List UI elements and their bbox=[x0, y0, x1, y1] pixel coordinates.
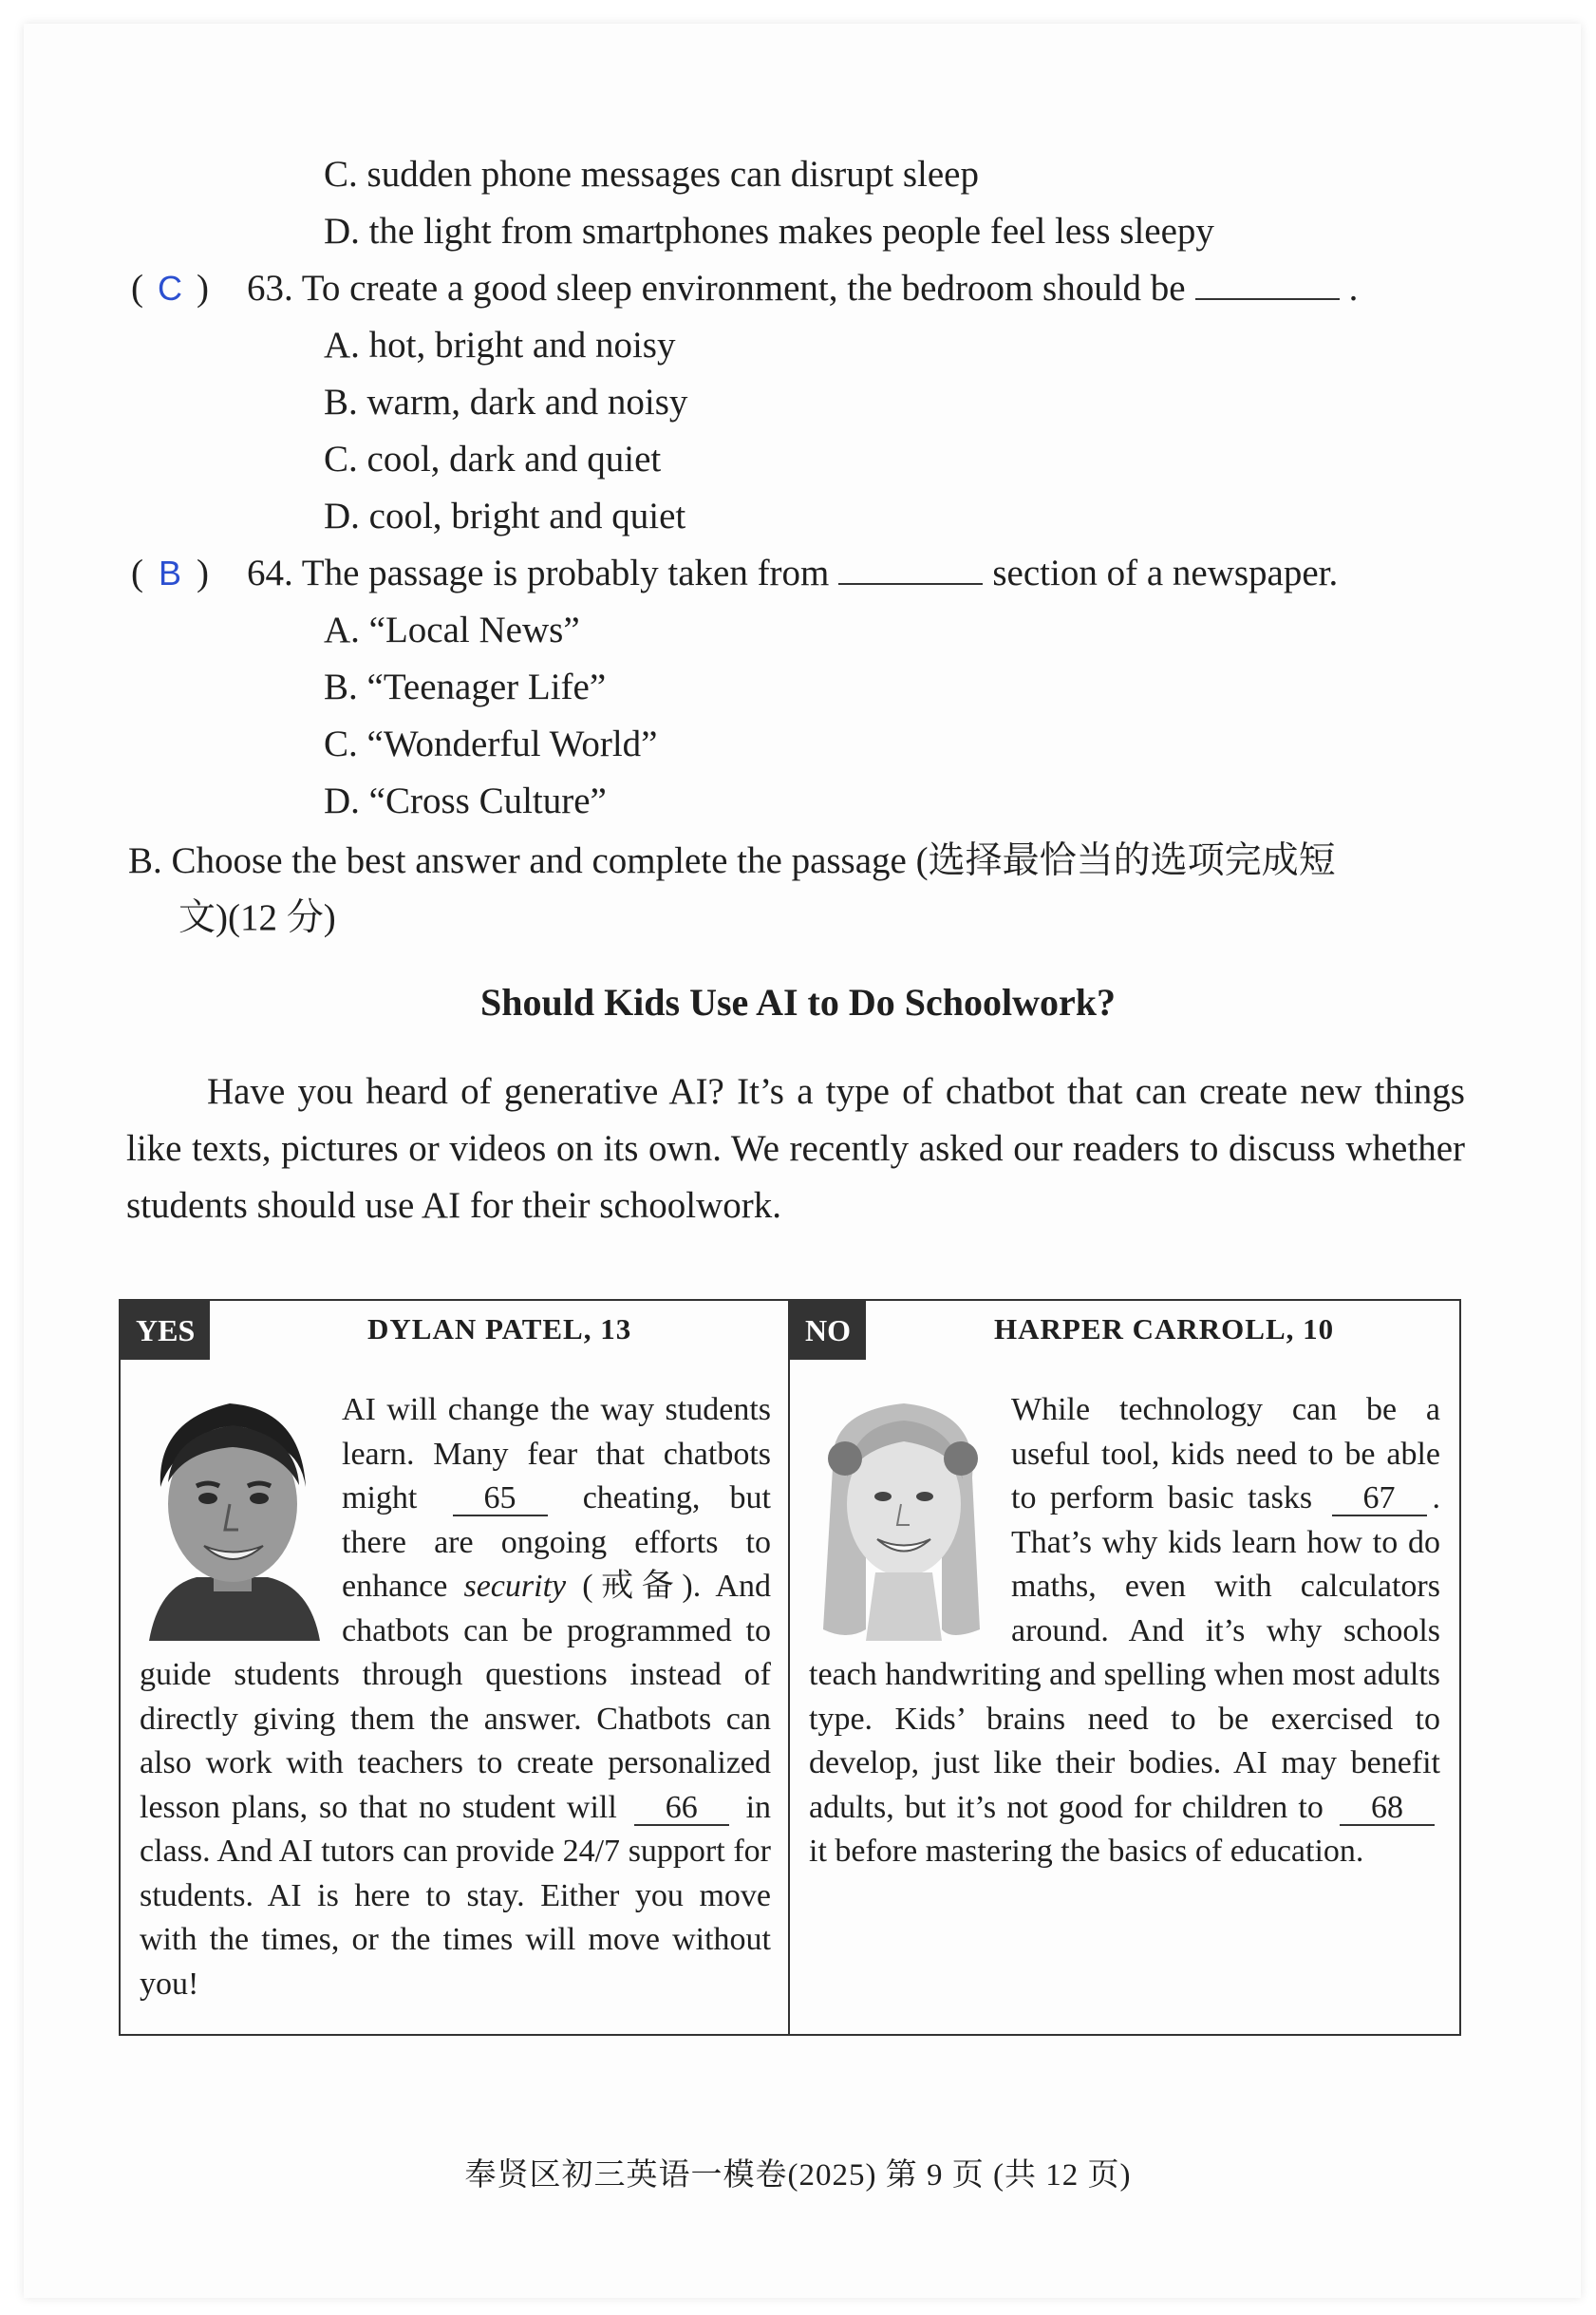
answer-open-paren: ( bbox=[131, 268, 143, 309]
boy-portrait-photo bbox=[140, 1392, 325, 1641]
word-security: security bbox=[463, 1569, 567, 1604]
no-text-part3: it before mastering the basics of education. bbox=[809, 1834, 1364, 1869]
question-63 bbox=[131, 268, 1358, 310]
blank-66: 66 bbox=[634, 1792, 729, 1826]
question-64-stem: 64. The passage is probably taken from bbox=[247, 553, 830, 593]
yes-text bbox=[140, 1388, 771, 2006]
blank-68: 68 bbox=[1340, 1792, 1435, 1826]
answer-blank bbox=[1195, 270, 1340, 300]
option-64c: C. “Wonderful World” bbox=[324, 724, 658, 764]
answer-close-paren: ) bbox=[197, 553, 209, 593]
yes-column bbox=[121, 1301, 790, 2034]
girl-portrait-photo bbox=[809, 1392, 994, 1641]
word-gloss: (戒备) bbox=[582, 1569, 693, 1604]
section-b-instruction-cont: 文)(12 分) bbox=[178, 897, 336, 938]
option-63b: B. warm, dark and noisy bbox=[324, 382, 688, 423]
question-64 bbox=[131, 553, 1338, 594]
page-footer: 奉贤区初三英语一模卷(2025) 第 9 页 (共 12 页) bbox=[464, 2158, 1132, 2193]
no-author: HARPER CARROLL, 10 bbox=[994, 1312, 1335, 1346]
option-63d: D. cool, bright and quiet bbox=[324, 496, 686, 536]
option-64a: A. “Local News” bbox=[324, 610, 580, 650]
option-64d: D. “Cross Culture” bbox=[324, 781, 607, 821]
yes-text-part3: . And chatbots can be programmed to guide students through questions instead of directly giving them the answer. Chatbots can also work with teachers to create personalized lesson plans, so that no student will bbox=[140, 1569, 771, 1825]
question-64-end: section of a newspaper. bbox=[992, 553, 1339, 593]
no-text-part1: While technology can be a useful tool, kids need to be able to perform basic tasks bbox=[1011, 1392, 1440, 1515]
no-text-part2: . That’s why kids learn how to do maths, even with calculators around. And it’s why schools teach handwriting and spelling when most adults type. Kids’ brains need to be exercised to develop, just like their bodies. AI may benefit adults, but it’s not good for children to bbox=[809, 1480, 1440, 1825]
blank-67: 67 bbox=[1332, 1482, 1427, 1516]
answer-close-paren: ) bbox=[197, 268, 209, 309]
no-text bbox=[809, 1388, 1440, 1874]
yes-tag: YES bbox=[121, 1301, 210, 1360]
intro-text: Have you heard of generative AI? It’s a type of chatbot that can create new things like texts, pictures or videos on its own. We recently asked our readers to discuss whether students should use AI for their schoolwork. bbox=[126, 1071, 1465, 1226]
question-63-stem: 63. To create a good sleep environment, the bedroom should be bbox=[247, 268, 1186, 309]
yes-author: DYLAN PATEL, 13 bbox=[367, 1312, 632, 1346]
yes-text-part2: cheating, but there are ongoing efforts to enhance bbox=[342, 1480, 772, 1604]
option-62c: C. sudden phone messages can disrupt sleep bbox=[324, 154, 979, 195]
no-column bbox=[790, 1301, 1457, 2034]
question-63-end: . bbox=[1348, 268, 1359, 309]
yes-text-part4: in class. And AI tutors can provide 24/7 support for students. AI is here to stay. Either you move with the times, or the times will move without you! bbox=[140, 1789, 772, 2002]
section-b-instruction: B. Choose the best answer and complete the passage (选择最恰当的选项完成短 bbox=[128, 840, 1336, 881]
option-63c: C. cool, dark and quiet bbox=[324, 439, 662, 480]
answer-63: C bbox=[158, 269, 182, 308]
answer-64: B bbox=[158, 554, 181, 593]
opinion-box bbox=[119, 1299, 1461, 2036]
blank-65: 65 bbox=[453, 1482, 548, 1516]
option-63a: A. hot, bright and noisy bbox=[324, 325, 676, 366]
answer-blank bbox=[838, 555, 983, 585]
yes-text-part1: AI will change the way students learn. Many fear that chatbots might bbox=[342, 1392, 771, 1515]
option-64b: B. “Teenager Life” bbox=[324, 667, 607, 707]
no-tag: NO bbox=[790, 1301, 866, 1360]
article-intro bbox=[126, 1063, 1465, 1234]
answer-open-paren: ( bbox=[131, 553, 143, 593]
article-title: Should Kids Use AI to Do Schoolwork? bbox=[479, 981, 1117, 1024]
option-62d: D. the light from smartphones makes people feel less sleepy bbox=[324, 211, 1214, 252]
